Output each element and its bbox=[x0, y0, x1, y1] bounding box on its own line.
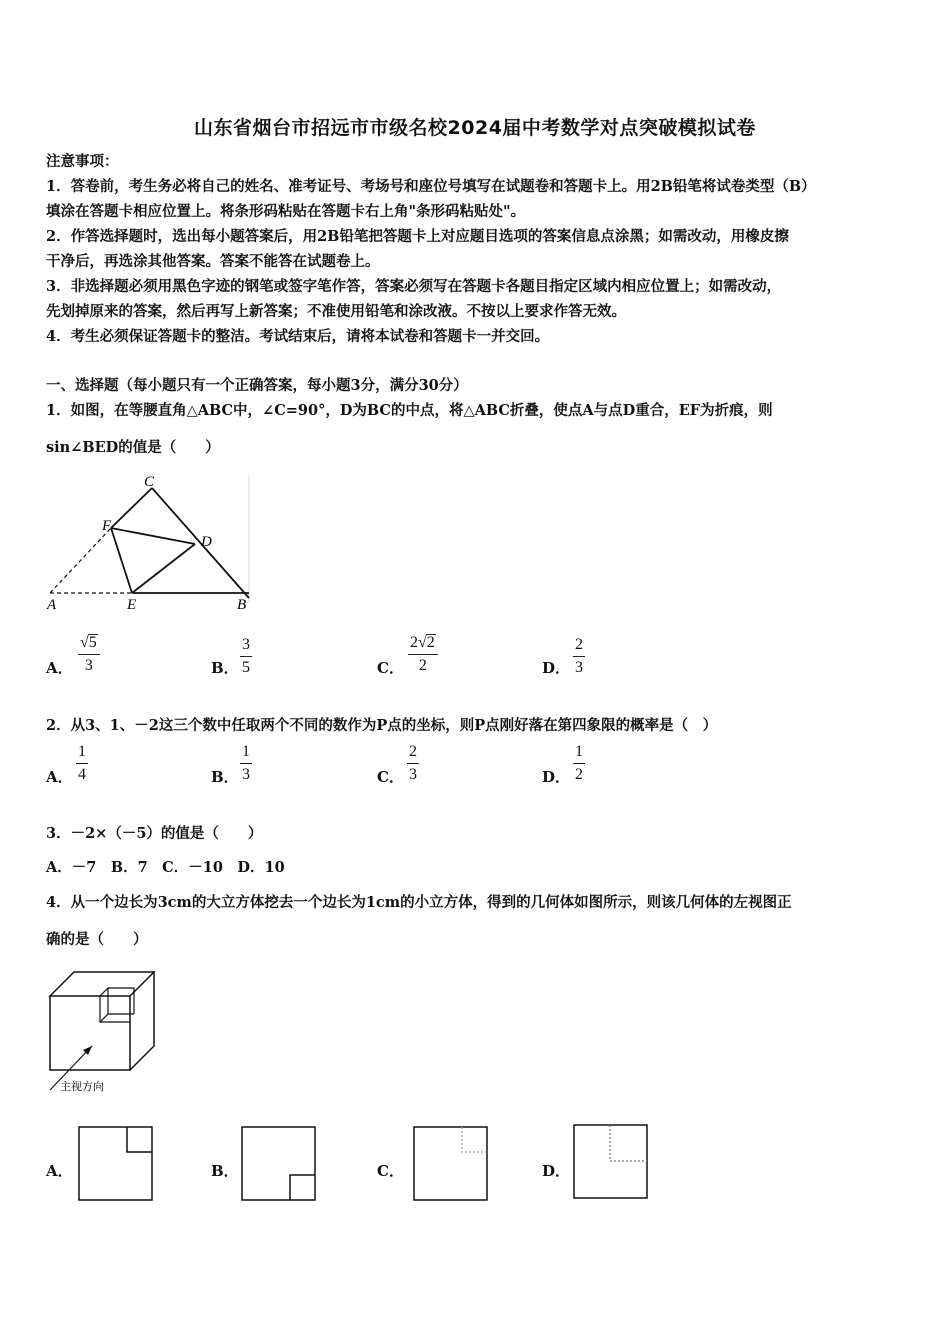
option-d-label: D． bbox=[542, 768, 571, 786]
option-b-fraction: $\frac{3}{5}$ bbox=[242, 636, 250, 676]
triangle-figure bbox=[44, 472, 254, 614]
option-b-label: B． bbox=[211, 1162, 239, 1180]
option-a-label: A． bbox=[46, 1162, 73, 1180]
option-d-fraction: $\frac{2}{3}$ bbox=[575, 636, 583, 676]
notice-line: 2．作答选择题时，选出每小题答案后，用2B铅笔把答题卡上对应题目选项的答案信息点涂黑；如需改动，用橡皮擦 bbox=[46, 228, 789, 245]
notice-line: 填涂在答题卡相应位置上。将条形码粘贴在答题卡右上角"条形码粘贴处"。 bbox=[46, 203, 526, 220]
option-d-view bbox=[573, 1124, 649, 1200]
option-c-label: C． bbox=[377, 768, 404, 786]
question-4-text: 确的是（ ） bbox=[46, 931, 148, 948]
notice-line: 先划掉原来的答案，然后再写上新答案；不准使用铅笔和涂改液。不按以上要求作答无效。 bbox=[46, 303, 626, 320]
view-direction-label: 主视方向 bbox=[60, 1081, 104, 1093]
notice-line: 3．非选择题必须用黑色字迹的钢笔或签字笔作答，答案必须写在答题卡各题目指定区域内相应位置上；如需改动， bbox=[46, 278, 782, 295]
option-a-fraction: $\frac{1}{4}$ bbox=[78, 743, 86, 783]
option-d-label: D． bbox=[542, 1162, 571, 1180]
label-d: D bbox=[201, 534, 212, 550]
option-c-label: C． bbox=[377, 659, 404, 677]
notice-line: 干净后，再选涂其他答案。答案不能答在试题卷上。 bbox=[46, 253, 380, 270]
label-f: F bbox=[102, 518, 112, 534]
option-b-view bbox=[241, 1126, 317, 1202]
question-1-text: sin∠BED的值是（ ） bbox=[46, 439, 220, 456]
notice-line: 4．考生必须保证答题卡的整洁。考试结束后，请将本试卷和答题卡一并交回。 bbox=[46, 328, 550, 345]
option-a-fraction: $\frac{√5}{3}$ bbox=[78, 633, 100, 676]
question-3-options: A．－7 B．7 C．－10 D．10 bbox=[46, 859, 285, 876]
option-b-label: B． bbox=[211, 659, 239, 677]
question-1-text: 1．如图，在等腰直角△ABC中，∠C=90°，D为BC的中点，将△ABC折叠，使点A与点D重合，EF为折痕，则 bbox=[46, 402, 773, 419]
question-3-text: 3．－2×（－5）的值是（ ） bbox=[46, 825, 263, 842]
cube-figure bbox=[44, 966, 164, 1098]
option-d-fraction: $\frac{1}{2}$ bbox=[575, 743, 583, 783]
notice-line: 1．答卷前，考生务必将自己的姓名、准考证号、考场号和座位号填写在试题卷和答题卡上。用2B铅笔将试卷类型（B） bbox=[46, 178, 816, 195]
option-d-label: D． bbox=[542, 659, 571, 677]
label-b: B bbox=[237, 597, 247, 613]
question-4-text: 4．从一个边长为3cm的大立方体挖去一个边长为1cm的小立方体，得到的几何体如图所示，则该几何体的左视图正 bbox=[46, 894, 792, 911]
section-heading: 一、选择题（每小题只有一个正确答案，每小题3分，满分30分） bbox=[46, 377, 468, 394]
option-c-fraction: $\frac{2√2}{2}$ bbox=[408, 633, 438, 676]
option-c-view bbox=[413, 1126, 489, 1202]
label-a: A bbox=[47, 597, 57, 613]
option-a-label: A． bbox=[46, 768, 73, 786]
question-2-text: 2．从3、1、－2这三个数中任取两个不同的数作为P点的坐标，则P点刚好落在第四象限的概率是（ ） bbox=[46, 717, 718, 734]
label-e: E bbox=[127, 597, 137, 613]
option-b-label: B． bbox=[211, 768, 239, 786]
option-a-label: A． bbox=[46, 659, 73, 677]
notice-heading: 注意事项： bbox=[46, 153, 119, 170]
option-a-view bbox=[78, 1126, 154, 1202]
option-b-fraction: $\frac{1}{3}$ bbox=[242, 743, 250, 783]
option-c-label: C． bbox=[377, 1162, 404, 1180]
label-c: C bbox=[144, 474, 155, 490]
page-title: 山东省烟台市招远市市级名校2024届中考数学对点突破模拟试卷 bbox=[194, 117, 756, 139]
option-c-fraction: $\frac{2}{3}$ bbox=[409, 743, 417, 783]
